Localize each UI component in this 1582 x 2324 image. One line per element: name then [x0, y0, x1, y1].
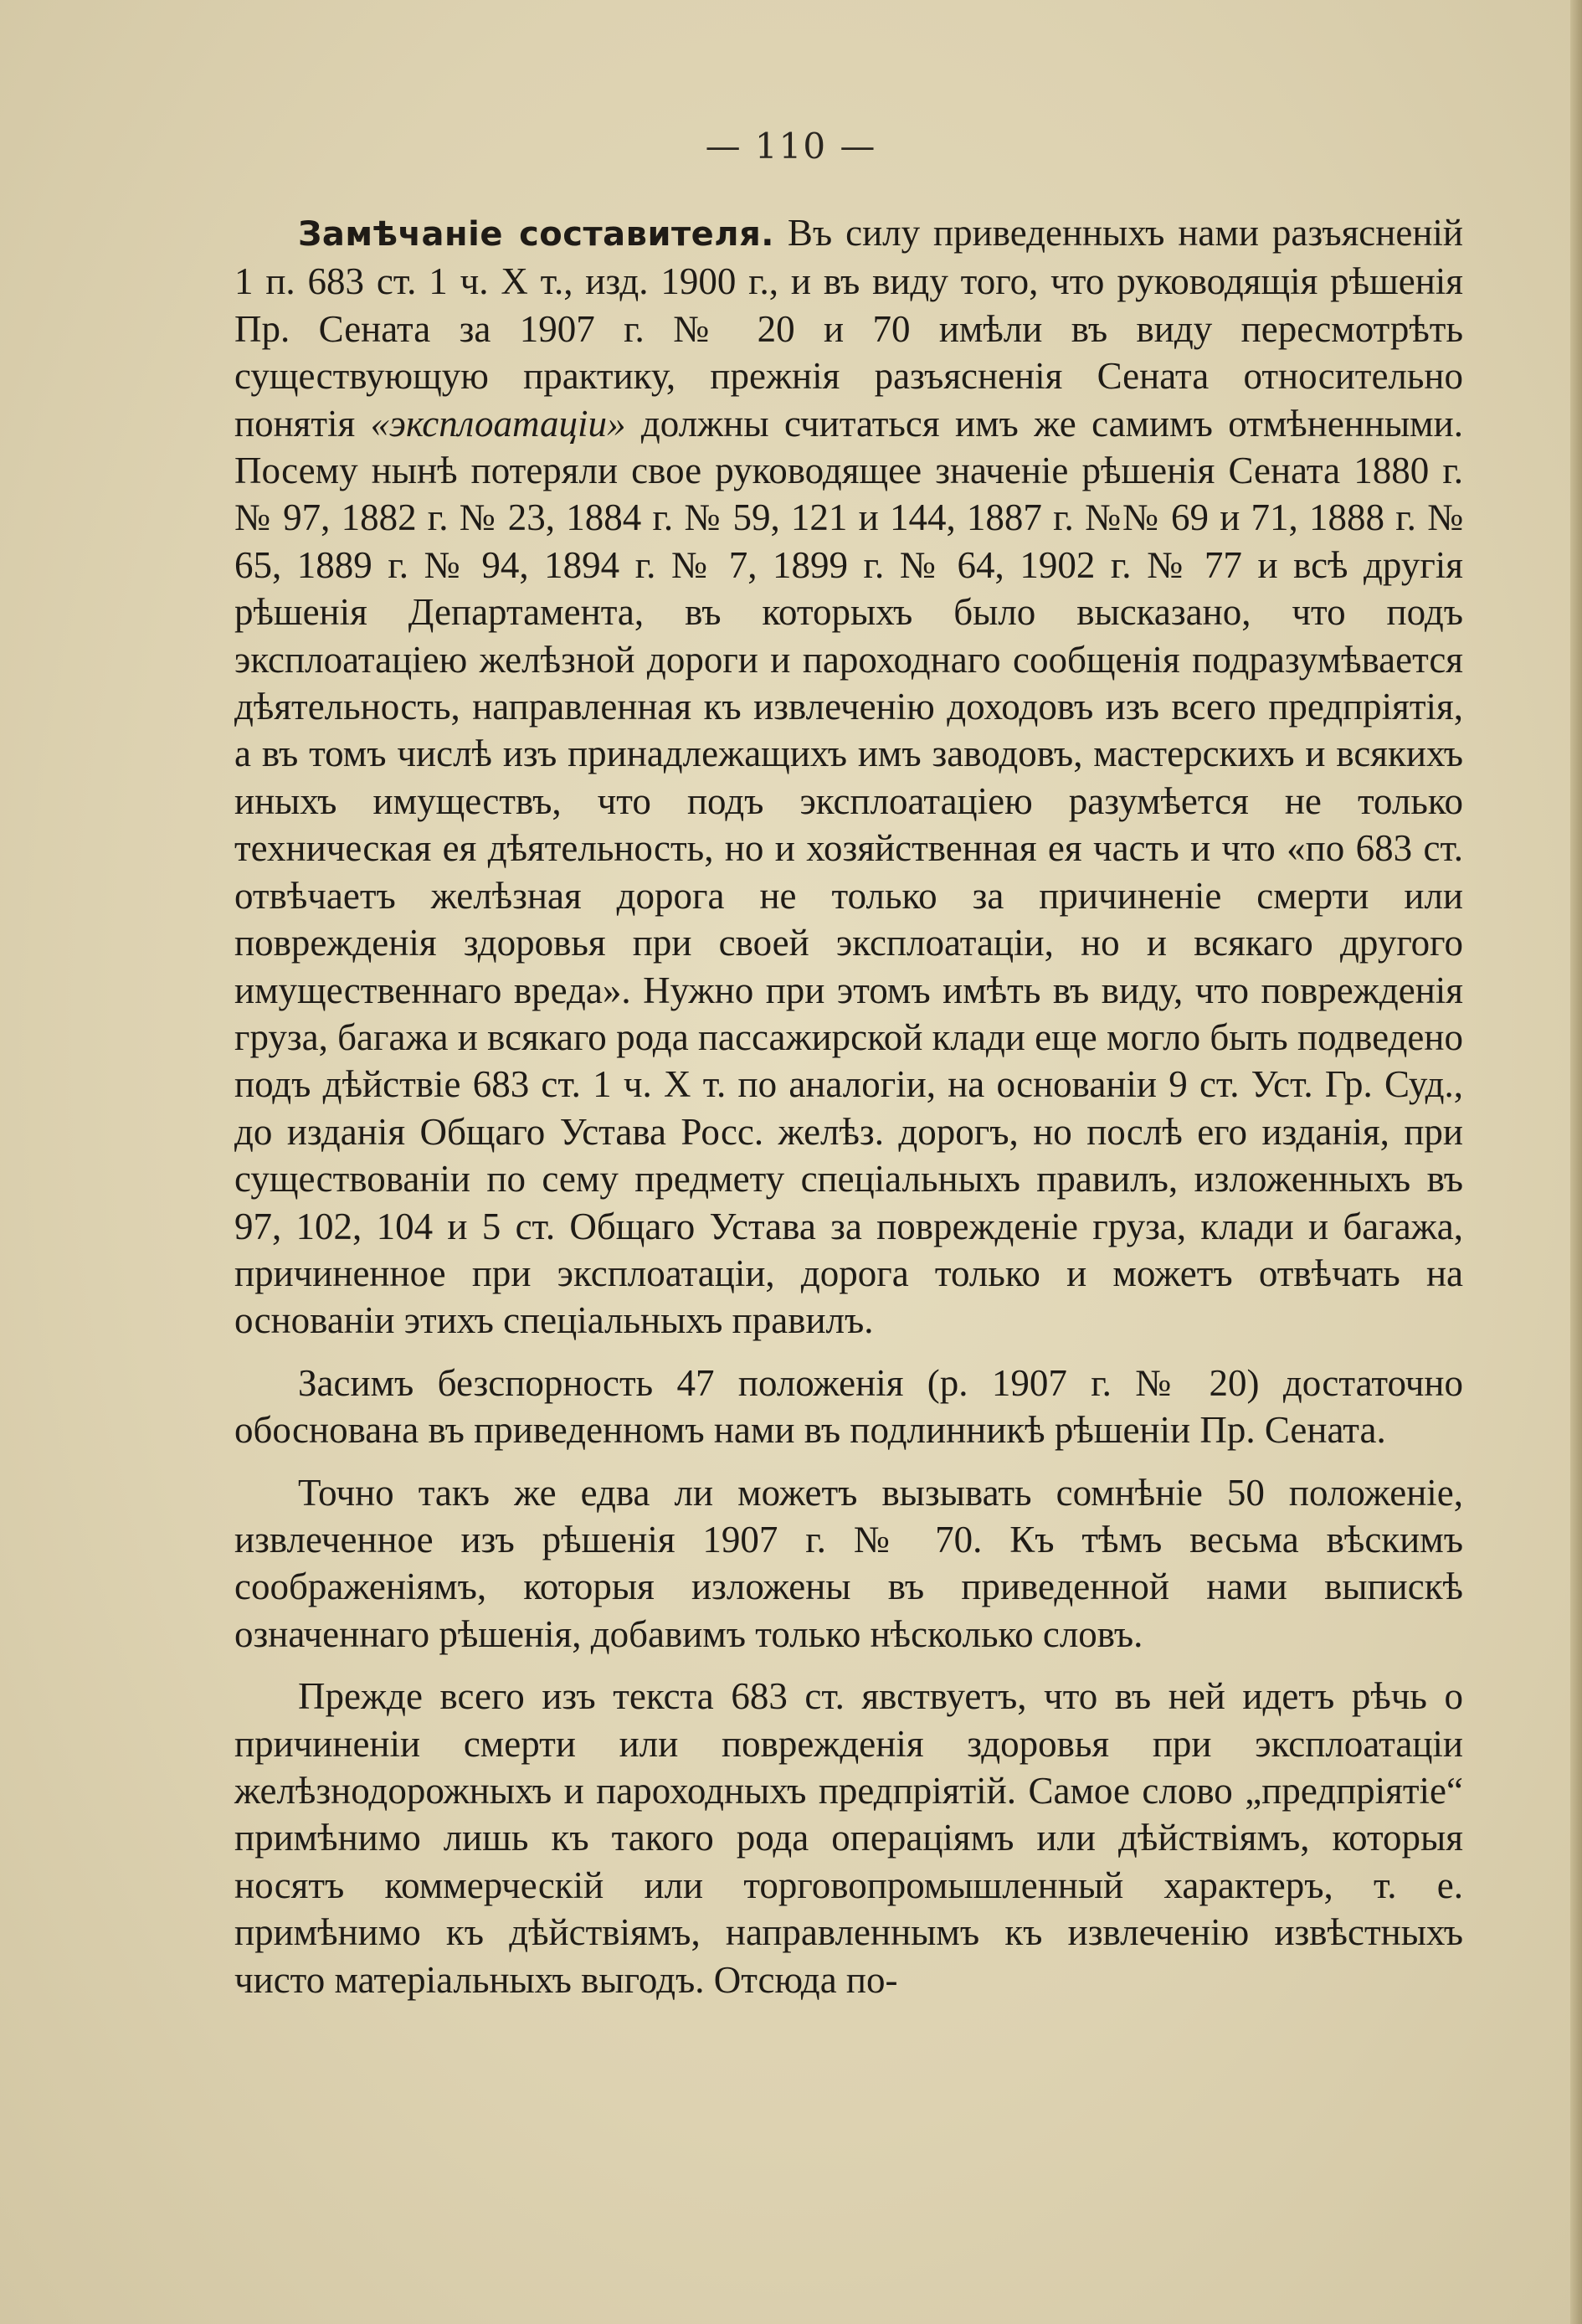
paragraph-lead: Замѣчаніе составителя. — [298, 215, 774, 254]
page-number: — 110 — — [705, 126, 877, 167]
paragraph: Прежде всего изъ текста 683 ст. явствуетъ, что въ ней идетъ рѣчь о причиненіи смерти или поврежденія здоровья при эксплоатаціи желѣзнодорожныхъ и пароходныхъ предпріятій. Самое слово „предпріятіе“ примѣнимо лишь къ такого рода операціямъ или дѣйствіямъ, которыя носятъ коммерческій или торговопромышленный характеръ, т. е. примѣнимо къ дѣйствіямъ, направленнымъ къ извлеченію извѣстныхъ чисто матеріальныхъ выгодъ. Отсюда по- — [234, 1675, 1463, 2001]
paragraph: Засимъ безспорность 47 положенія (р. 1907 г. № 20) достаточно обоснована въ приведенномъ нами въ подлинникѣ рѣшеніи Пр. Сената. — [234, 1361, 1463, 1452]
body-text — [234, 209, 1463, 2018]
page-edge-shadow — [1570, 0, 1582, 2324]
paragraph-text: Въ силу приведенныхъ нами разъясненій 1 п. 683 ст. 1 ч. X т., изд. 1900 г., и въ виду того, что руководящія рѣшенія Пр. Сената за 1907 г. № 20 и 70 имѣли въ виду пересмотрѣть существующую практику, прежнія разъясненія Сената относительно понятія — [234, 212, 1463, 445]
paragraph-remark — [234, 209, 1463, 1345]
italic-term: «эксплоатаціи» — [370, 402, 626, 445]
paragraph: Точно такъ же едва ли можетъ вызывать сомнѣніе 50 положеніе, извлеченное изъ рѣшенія 1907 г. № 70. Къ тѣмъ весьма вѣскимъ соображеніямъ, которыя изложены въ приведенной нами выпискѣ означеннаго рѣшенія, добавимъ только нѣсколько словъ. — [234, 1471, 1463, 1655]
paragraph-text: должны считаться имъ же самимъ отмѣненными. Посему нынѣ потеряли свое руководящее значеніе рѣшенія Сената 1880 г. № 97, 1882 г. № 23, 1884 г. № 59, 121 и 144, 1887 г. №№ 69 и 71, 1888 г. № 65, 1889 г. № 94, 1894 г. № 7, 1899 г. № 64, 1902 г. № 77 и всѣ другія рѣшенія Департамента, въ которыхъ было высказано, что подъ эксплоатаціею желѣзной дороги и пароходнаго сообщенія подразумѣвается дѣятельность, направленная къ извлеченію доходовъ изъ всего предпріятія, а въ томъ числѣ изъ принадлежащихъ имъ заводовъ, мастерскихъ и всякихъ иныхъ имуществъ, что подъ эксплоатаціею разумѣется не только техническая ея дѣятельность, но и хозяйственная ея часть и что «по 683 ст. отвѣчаетъ желѣзная дорога не только за причиненіе смерти или поврежденія здоровья при своей эксплоатаціи, но и всякаго другого имущественнаго вреда». Нужно при этомъ имѣть въ виду, что поврежденія груза, багажа и всякаго рода пассажирской клади еще могло быть подведено подъ дѣйствіе 683 ст. 1 ч. X т. по аналогіи, на основаніи 9 ст. Уст. Гр. Суд., до изданія Общаго Устава Росс. желѣз. дорогъ, но послѣ его изданія, при существованіи по сему предмету спеціальныхъ правилъ, изложенныхъ въ 97, 102, 104 и 5 ст. Общаго Устава за поврежденіе груза, клади и багажа, причиненное при эксплоатаціи, дорога только и можетъ отвѣчать на основаніи этихъ спеціальныхъ правилъ. — [234, 402, 1463, 1342]
